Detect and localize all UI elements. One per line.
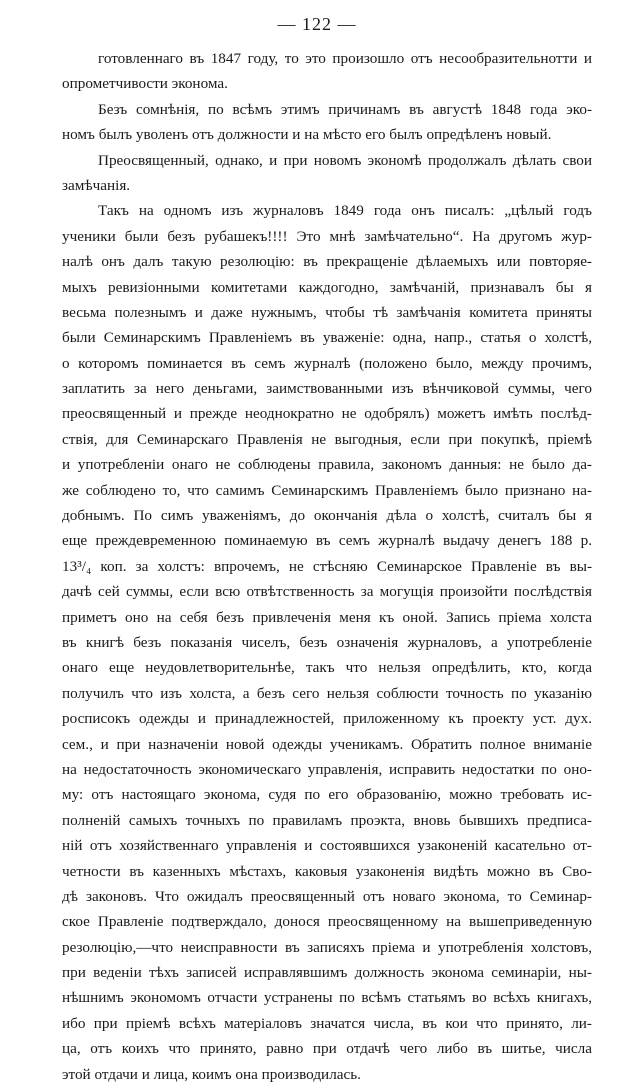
text-line: этой отдачи и лица, коимъ она производилась. <box>62 1065 361 1083</box>
text-line: въ книгѣ безъ показанія чиселъ, безъ означенія журналовъ, а употребленіе <box>62 633 592 651</box>
text-line: заплатить за него деньгами, заимствованными изъ вѣнчиковой суммы, чего <box>62 380 592 398</box>
text-line: еще преждевременною поминаемую въ семъ журналѣ выдачу денегъ 188 р. <box>62 532 592 550</box>
text-line: приметъ оно на себя безъ привлеченія меня къ оной. Запись пріема холста <box>62 608 592 626</box>
paragraph <box>62 198 592 1087</box>
text-line: о которомъ поминается въ семъ журналѣ (положено было, между прочимъ, <box>62 354 592 372</box>
text-line: на недостаточность экономическаго управленія, исправить недостатки по оно- <box>62 760 592 778</box>
text-line: Безъ сомнѣнія, по всѣмъ этимъ причинамъ въ августѣ 1848 года эко- <box>98 100 592 118</box>
text-line: ній отъ хозяйственнаго управленія и состоявшихся узаконеній касательно от- <box>62 837 592 855</box>
text-line: нѣшнимъ экономомъ отчасти устранены по всѣмъ статьямъ во всѣхъ книгахъ, <box>62 989 592 1007</box>
paragraph <box>62 46 592 97</box>
text-line: замѣчанія. <box>62 176 131 194</box>
paragraph <box>62 97 592 148</box>
body-text <box>62 46 592 1087</box>
text-line: ибо при пріемѣ всѣхъ матеріаловъ значатся числа, въ кои что принято, ли- <box>62 1014 592 1032</box>
text-line: онаго еще неудовлетворительнѣе, такъ что нельзя опредѣлить, кто, когда <box>62 659 592 677</box>
text-line: четности въ казенныхъ мѣстахъ, каковыя узаконенія видѣть можно въ Сво- <box>62 862 592 880</box>
text-line: опрометчивости эконома. <box>62 75 228 93</box>
text-line: номъ былъ уволенъ отъ должности и на мѣсто его былъ опредѣленъ новый. <box>62 126 552 144</box>
text-line: дачѣ сей суммы, если всю отвѣтственность за могущія произойти послѣдствія <box>62 583 592 601</box>
text-line: налѣ онъ далъ такую резолюцію: въ прекращеніе дѣлаемыхъ или повторяе- <box>62 253 592 271</box>
text-line: ученики были безъ рубашекъ!!!! Это мнѣ замѣчательно“. На другомъ жур- <box>62 227 592 245</box>
text-line: Преосвященный, однако, и при новомъ экономѣ продолжалъ дѣлать свои <box>98 151 592 169</box>
text-line: ское Правленіе подтверждало, донося преосвященному на вышеприведенную <box>62 913 592 931</box>
text-line: получилъ что изъ холста, а безъ сего нельзя соблюсти точность по указанію <box>62 684 592 702</box>
text-line: были Семинарскимъ Правленіемъ въ уваженіе: одна, напр., статья о холстѣ, <box>62 329 592 347</box>
text-line: ца, отъ коихъ что принято, равно при отдачѣ чего либо въ шитье, числа <box>62 1040 592 1058</box>
text-line: 13³/₄ коп. за холстъ: впрочемъ, не стѣсняю Семинарское Правленіе въ вы- <box>62 557 592 575</box>
text-line: готовленнаго въ 1847 году, то это произошло отъ несообразительнотти и <box>98 50 592 67</box>
text-line: сем., и при назначеніи новой одежды ученикамъ. Обратить полное вниманіе <box>62 735 592 753</box>
text-line: преосвященный и прежде неоднократно не одобрялъ) можетъ имѣть послѣд- <box>62 405 592 423</box>
text-line: му: отъ настоящаго эконома, судя по его образованію, можно требовать ис- <box>62 786 592 804</box>
text-line: и употребленіи онаго не соблюдены правила, закономъ данныя: не было да- <box>62 456 592 474</box>
text-line: дѣ законовъ. Что ожидалъ преосвященный отъ новаго эконома, то Семинар- <box>62 887 592 905</box>
text-line: мыхъ ревизіонными комитетами каждогодно, замѣчаній, признавалъ бы я <box>62 278 592 296</box>
text-line: резолюцію,—что неисправности въ записяхъ пріема и употребленія холстовъ, <box>62 938 592 956</box>
text-line: весьма полезнымъ и даже нужнымъ, чтобы тѣ замѣчанія комитета приняты <box>62 303 592 321</box>
text-line: при веденіи тѣхъ записей исправлявшимъ должность эконома семинаріи, ны- <box>62 964 592 982</box>
text-line: добнымъ. По симъ уваженіямъ, до окончанія дѣла о холстѣ, считалъ бы я <box>62 507 592 525</box>
page-number: — 122 — <box>277 14 357 34</box>
text-line: ствія, для Семинарскаго Правленія не выгодныя, если при покупкѣ, пріемѣ <box>62 430 592 448</box>
paragraph <box>62 148 592 199</box>
text-line: Такъ на одномъ изъ журналовъ 1849 года онъ писалъ: „цѣлый годъ <box>98 202 592 220</box>
text-line: росписокъ одежды и принадлежностей, приложенному къ проекту уст. дух. <box>62 710 592 728</box>
text-line: полненій самыхъ точныхъ по правиламъ проэкта, вновь бывшихъ предписа- <box>62 811 592 829</box>
text-line: же соблюдено то, что самимъ Семинарскимъ Правленіемъ было признано на- <box>62 481 592 499</box>
